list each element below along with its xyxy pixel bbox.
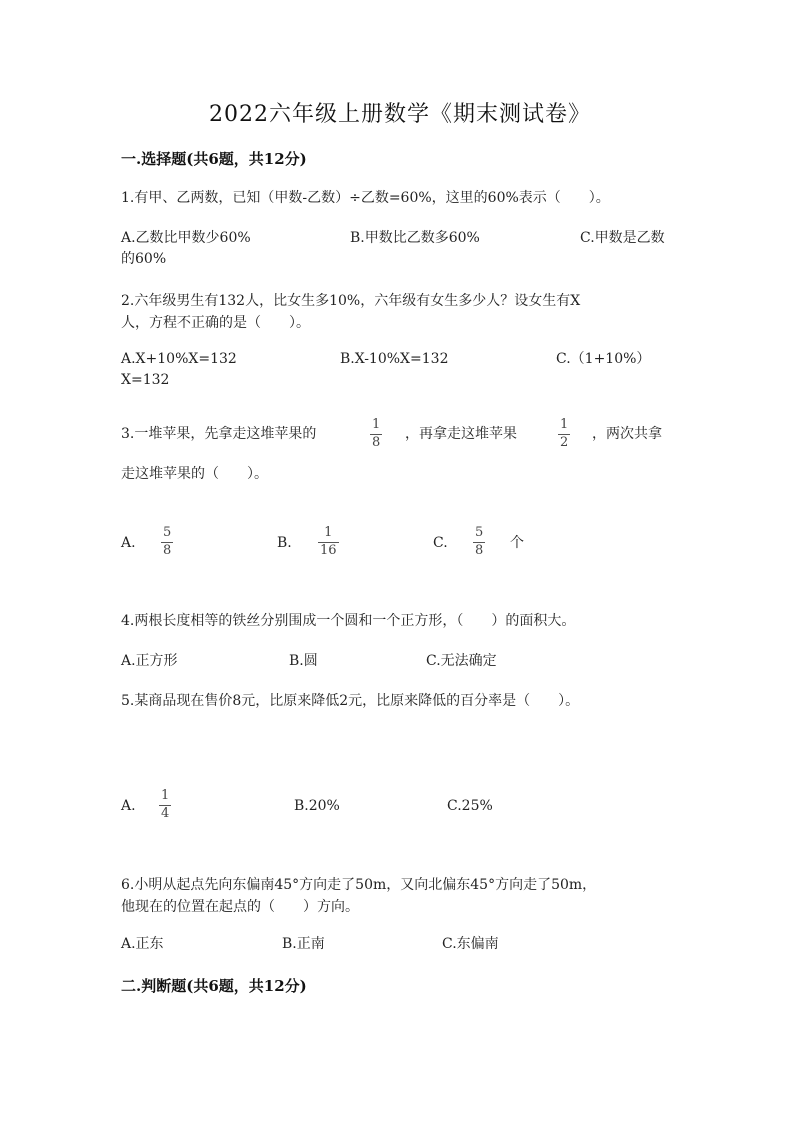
question-4-option-b: B.圆 — [289, 653, 318, 669]
fraction-denominator: 16 — [320, 543, 337, 558]
question-3-fraction-1 — [370, 418, 382, 450]
question-3-stem-part-2: ，再拿走这堆苹果 — [405, 426, 517, 442]
fraction-numerator: 1 — [560, 417, 569, 432]
question-1-stem: 1.有甲、乙两数，已知（甲数-乙数）÷乙数=60%，这里的60%表示（ ）。 — [121, 190, 610, 206]
fraction-denominator: 8 — [163, 543, 172, 558]
question-1-option-b: B.甲数比乙数多60% — [350, 230, 480, 246]
question-3-option-c-fraction — [473, 526, 485, 558]
question-3-option-a-label: A. — [121, 535, 136, 551]
question-3-stem-part-1: 3.一堆苹果，先拿走这堆苹果的 — [121, 426, 317, 442]
question-4-stem: 4.两根长度相等的铁丝分别围成一个圆和一个正方形，（ ）的面积大。 — [121, 613, 576, 629]
question-4-option-a: A.正方形 — [121, 653, 178, 669]
question-1-option-c-continued: 的60% — [121, 251, 167, 267]
question-3-stem-part-3: ，两次共拿 — [592, 426, 662, 442]
fraction-denominator: 8 — [475, 543, 484, 558]
question-3-option-c-label: C. — [433, 535, 448, 551]
question-1-option-a: A.乙数比甲数少60% — [121, 230, 251, 246]
fraction-numerator: 1 — [161, 788, 170, 803]
question-2-option-c: C.（1+10%） — [556, 351, 651, 367]
fraction-denominator: 4 — [161, 806, 170, 821]
question-5-option-c: C.25% — [447, 798, 493, 814]
question-3-option-b-label: B. — [277, 535, 292, 551]
question-1-option-c: C.甲数是乙数 — [580, 230, 665, 246]
fraction-denominator: 8 — [372, 435, 381, 450]
question-2-option-b: B.X-10%X=132 — [340, 351, 449, 367]
question-2-stem-line-2: 人，方程不正确的是（ ）。 — [121, 315, 310, 331]
fraction-numerator: 1 — [324, 525, 333, 540]
question-5-stem: 5.某商品现在售价8元，比原来降低2元，比原来降低的百分率是（ ）。 — [121, 693, 580, 709]
section-heading-true-false: 二.判断题(共6题，共12分) — [121, 977, 307, 995]
question-3-option-c-suffix: 个 — [510, 535, 524, 551]
question-6-option-b: B.正南 — [282, 936, 325, 952]
question-5-option-a-label: A. — [121, 798, 136, 814]
page-title: 2022六年级上册数学《期末测试卷》 — [209, 102, 591, 127]
question-3-stem-line-2: 走这堆苹果的（ ）。 — [121, 466, 268, 482]
question-5-option-a-fraction — [159, 789, 171, 821]
fraction-numerator: 5 — [163, 525, 172, 540]
question-6-stem-line-1: 6.小明从起点先向东偏南45°方向走了50m，又向北偏东45°方向走了50m， — [121, 877, 597, 893]
section-heading-choice: 一.选择题(共6题，共12分) — [121, 150, 307, 168]
fraction-numerator: 5 — [475, 525, 484, 540]
question-2-stem-line-1: 2.六年级男生有132人，比女生多10%，六年级有女生多少人？设女生有X — [121, 293, 581, 309]
question-6-option-c: C.东偏南 — [442, 936, 499, 952]
fraction-numerator: 1 — [372, 417, 381, 432]
question-3-option-a-fraction — [161, 526, 173, 558]
question-3-option-b-fraction — [318, 526, 339, 558]
question-2-option-c-continued: X=132 — [121, 372, 170, 388]
question-2-option-a: A.X+10%X=132 — [121, 351, 237, 367]
question-3-fraction-2 — [558, 418, 570, 450]
question-6-stem-line-2: 他现在的位置在起点的（ ）方向。 — [121, 899, 359, 915]
question-4-option-c: C.无法确定 — [426, 653, 497, 669]
question-5-option-b: B.20% — [294, 798, 340, 814]
question-6-option-a: A.正东 — [121, 936, 164, 952]
fraction-denominator: 2 — [560, 435, 569, 450]
